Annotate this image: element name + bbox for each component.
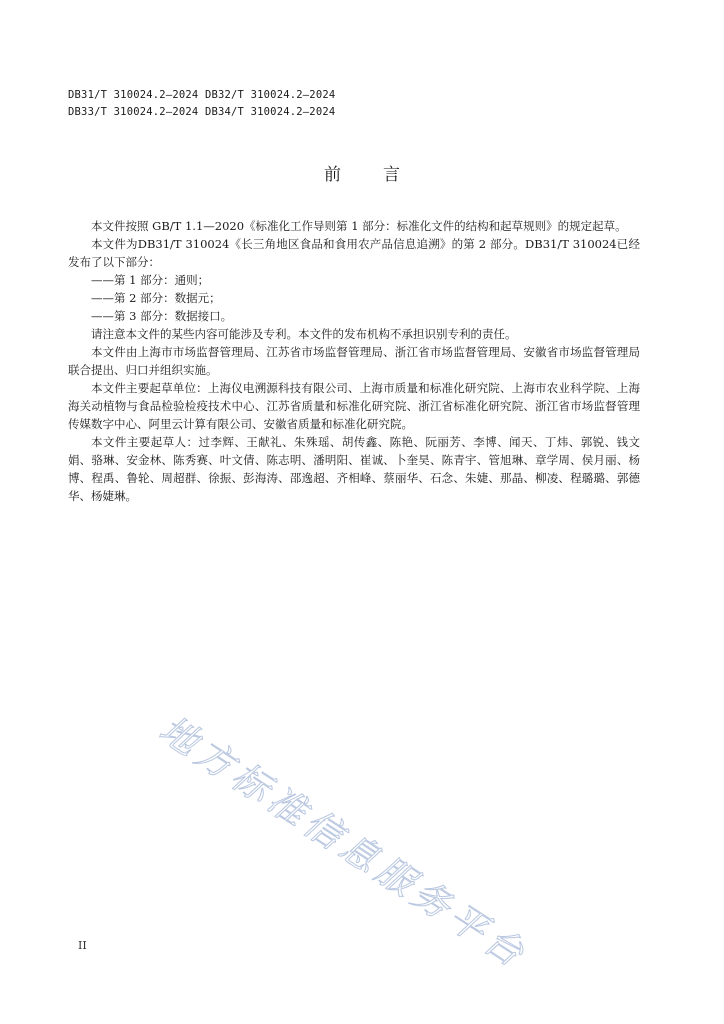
paragraph-drafting-rule: 本文件按照 GB/T 1.1—2020《标准化工作导则第 1 部分：标准化文件的结构和起草规则》的规定起草。 — [91, 219, 627, 233]
paragraph-proposer: 本文件由上海市市场监督管理局、江苏省市场监督管理局、浙江省市场监督管理局、安徽省市场监督管理局联合提出、归口并组织实施。 — [68, 345, 640, 377]
document-code-line-1: DB31/T 310024.2—2024 DB32/T 310024.2—2024 — [68, 89, 336, 101]
paragraph-series-intro: 本文件为DB31/T 310024《长三角地区食品和食用农产品信息追溯》的第 2 部分。DB31/T 310024已经发布了以下部分： — [68, 237, 640, 269]
paragraph-patent-notice: 请注意本文件的某些内容可能涉及专利。本文件的发布机构不承担识别专利的责任。 — [91, 327, 517, 341]
list-item-part-1: ——第 1 部分：通则； — [91, 273, 210, 287]
document-code-line-2: DB33/T 310024.2—2024 DB34/T 310024.2—2024 — [68, 106, 336, 118]
paragraph-drafting-units: 本文件主要起草单位：上海仪电溯源科技有限公司、上海市质量和标准化研究院、上海市农业科学院、上海海关动植物与食品检验检疫技术中心、江苏省质量和标准化研究院、浙江省标准化研究院、浙江省市场监督管理传媒数字中心、阿里云计算有限公司、安徽省质量和标准化研究院。 — [68, 381, 640, 431]
foreword-body — [68, 217, 640, 505]
page-number: II — [78, 939, 87, 952]
list-item-part-2: ——第 2 部分：数据元； — [91, 291, 221, 305]
document-codes — [68, 87, 335, 121]
page-title: 前言 — [324, 165, 442, 185]
paragraph-drafters: 本文件主要起草人：过李辉、王献礼、朱殊瑶、胡传鑫、陈艳、阮丽芳、李博、闻天、丁炜、郭锐、钱文娟、骆琳、安金林、陈秀赛、叶文倩、陈志明、潘明阳、崔诚、卜奎昊、陈青宇、管旭琳、章学周、侯月丽、杨博、程禹、鲁轮、周超群、徐振、彭海涛、邵逸超、齐相峰、蔡丽华、石念、朱婕、那晶、柳凌、程璐璐、郭德华、杨婕琳。 — [68, 435, 640, 503]
list-item-part-3: ——第 3 部分：数据接口。 — [91, 309, 233, 323]
watermark: 地方标准信息服务平台 — [151, 707, 536, 978]
